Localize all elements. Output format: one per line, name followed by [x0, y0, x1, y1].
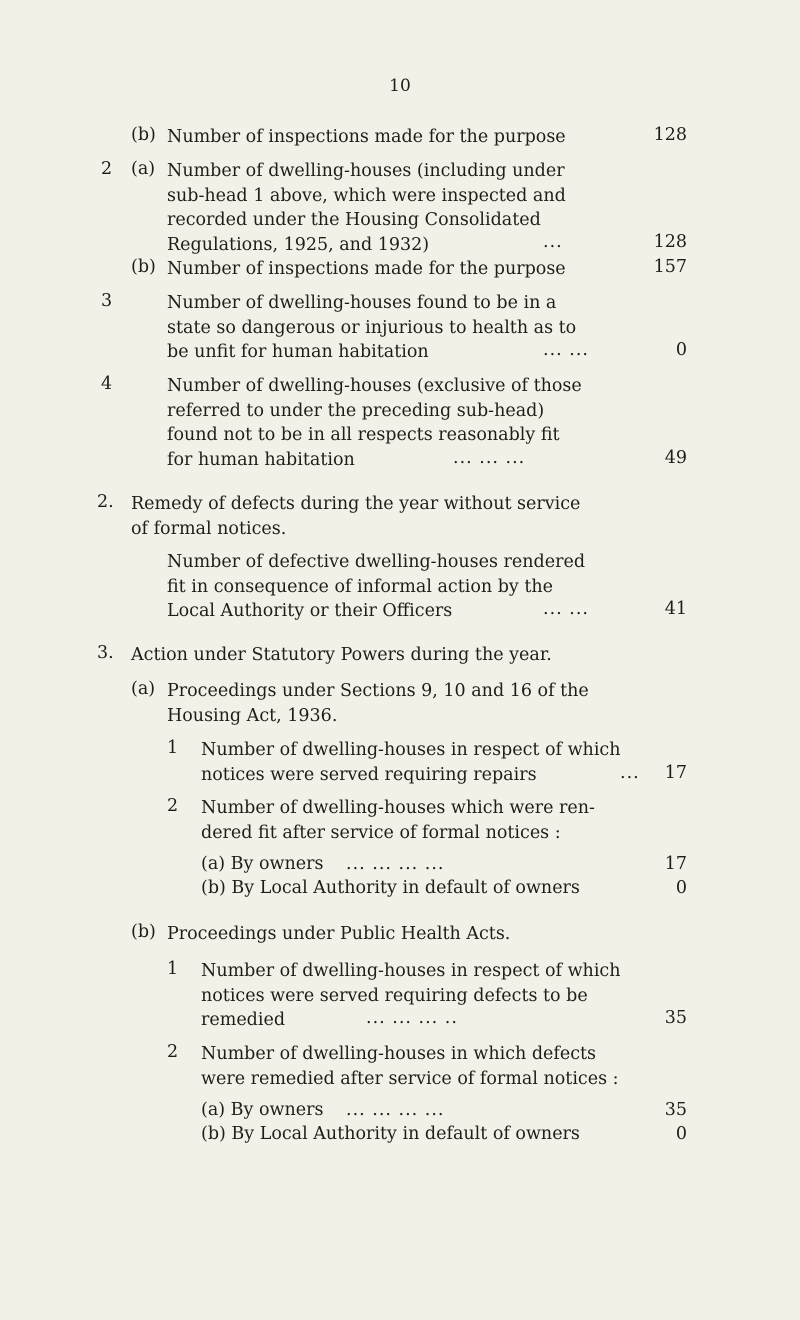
entry-value: 128: [653, 232, 687, 252]
entry-number: 2: [101, 159, 113, 179]
dot-leader: ... ... ... ..: [366, 1008, 458, 1028]
dot-leader: ... ... ...: [453, 448, 526, 468]
dot-leader: ... ... ... ...: [346, 1100, 445, 1120]
entry-label: (b): [131, 125, 156, 145]
section-number: 2.: [97, 492, 114, 512]
entry-number: 3: [101, 291, 113, 311]
sub-item-text: (b) By Local Authority in default of owners: [201, 878, 580, 898]
entry-text: Number of dwelling-houses (including under sub-head 1 above, which were inspected and recorded under the Housing Consolidated Regulations, 1925, and 1932): [167, 161, 566, 255]
entry-value: 128: [653, 125, 687, 145]
dot-leader: ... ... ... ...: [346, 854, 445, 874]
subsection-heading: Proceedings under Public Health Acts.: [167, 924, 511, 944]
section-heading: Remedy of defects during the year without service of formal notices.: [131, 494, 581, 539]
item-text: Number of dwelling-houses which were ren- dered fit after service of formal notices :: [201, 798, 595, 843]
item-text: Number of dwelling-houses in which defects were remedied after service of formal notices :: [201, 1044, 619, 1089]
item-number: 2: [167, 1042, 179, 1062]
subsection-heading: Proceedings under Sections 9, 10 and 16 of the Housing Act, 1936.: [167, 681, 589, 726]
section-heading: Action under Statutory Powers during the year.: [131, 645, 552, 665]
section-item-text: Number of defective dwelling-houses rendered fit in consequence of informal action by the Local Authority or their Officers: [167, 552, 586, 621]
sub-item-value: 0: [675, 878, 687, 898]
dot-leader: ...: [620, 763, 640, 783]
entry-value: 49: [664, 448, 687, 468]
section-item-value: 41: [664, 599, 687, 619]
item-number: 1: [167, 959, 179, 979]
subsection-label: (a): [131, 679, 156, 699]
subsection-label: (b): [131, 922, 156, 942]
entry-number: 4: [101, 374, 113, 394]
item-value: 17: [664, 763, 687, 783]
dot-leader: ... ...: [543, 340, 589, 360]
item-number: 2: [167, 796, 179, 816]
page-number: 10: [389, 76, 411, 96]
item-value: 35: [664, 1008, 687, 1028]
entry-text: Number of dwelling-houses (exclusive of those referred to under the preceding sub-head) found not to be in all respects reasonably fit for human habitation: [167, 376, 582, 470]
section-number: 3.: [97, 643, 114, 663]
entry-label: (a): [131, 159, 156, 179]
item-number: 1: [167, 738, 179, 758]
entry-text: Number of dwelling-houses found to be in a state so dangerous or injurious to health as to be unfit for human habitation: [167, 293, 577, 362]
entry-value: 157: [653, 257, 687, 277]
item-text: Number of dwelling-houses in respect of which notices were served requiring defects to be remedied: [201, 961, 621, 1030]
sub-item-value: 35: [664, 1100, 687, 1120]
sub-item-text: (b) By Local Authority in default of owners: [201, 1124, 580, 1144]
entry-text: Number of inspections made for the purpose: [167, 259, 566, 279]
entry-label: (b): [131, 257, 156, 277]
sub-item-text: (a) By owners: [201, 854, 324, 874]
dot-leader: ... ...: [543, 599, 589, 619]
item-text: Number of dwelling-houses in respect of which notices were served requiring repairs: [201, 740, 621, 785]
sub-item-value: 17: [664, 854, 687, 874]
entry-text: Number of inspections made for the purpose: [167, 127, 566, 147]
dot-leader: ...: [543, 232, 563, 252]
sub-item-value: 0: [675, 1124, 687, 1144]
sub-item-text: (a) By owners: [201, 1100, 324, 1120]
entry-value: 0: [675, 340, 687, 360]
